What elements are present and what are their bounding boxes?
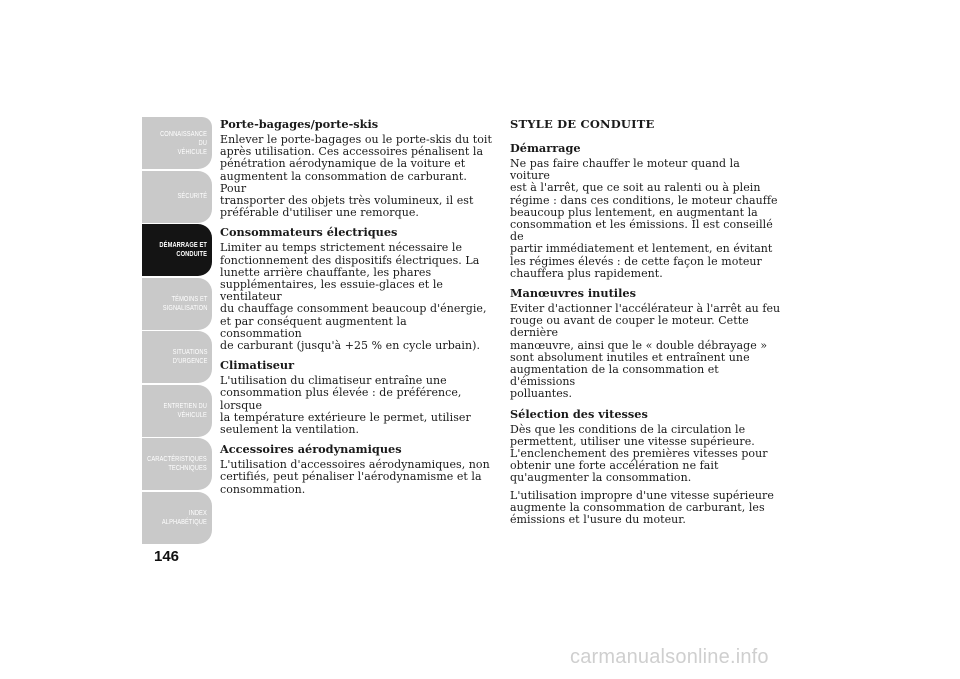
section-heading: Consommateurs électriques (220, 225, 398, 240)
chapter-tab-label: CONNAISSANCE DU VÉHICULE (160, 130, 207, 156)
section-climatiseur (220, 358, 492, 436)
chapter-tab-label: SÉCURITÉ (177, 193, 207, 200)
chapter-tab-temoins[interactable] (142, 278, 212, 330)
section-accessoires (220, 442, 492, 496)
watermark: carmanualsonline.info (570, 646, 769, 668)
chapter-title: STYLE DE CONDUITE (510, 117, 655, 131)
section-heading: Porte-bagages/porte-skis (220, 117, 379, 131)
section-heading: Sélection des vitesses (510, 406, 648, 421)
section-heading: Climatiseur (220, 358, 295, 373)
section-paragraph: Enlever le porte-bagages ou le porte-skis du toit après utilisation. Ces accessoires pénalisent la pénétration aérodynamique de la voiture et augmentent la consommation de carburant. Pour transporter des objets très volumineux, il est préférable d'utiliser une remorque. (220, 133, 492, 220)
chapter-tab-label: DÉMARRAGE ET CONDUITE (159, 242, 207, 258)
section-paragraph: Limiter au temps strictement nécessaire le fonctionnement des dispositifs électriques. La lunette arrière chauffante, les phares supplémentaires, les essuie-glaces et le ventilateur du chauffage consomment beaucoup d'énergie, et par conséquent augmentent la consommation de carburant (jusqu'à +25 % en cycle urbain). (220, 241, 487, 353)
section-consommateurs (220, 225, 492, 352)
right-column (510, 117, 782, 532)
section-heading: Manœuvres inutiles (510, 286, 636, 301)
section-paragraph: Ne pas faire chauffer le moteur quand la voiture est à l'arrêt, que ce soit au ralenti ou à plein régime : dans ces conditions, le moteur chauffe beaucoup plus lentement, en augmentant la consommation et les émissions. Il est conseillé de partir immédiatement et lentement, en évitant les régimes élevés : de cette façon le moteur chauffera plus rapidement. (510, 157, 778, 280)
chapter-tab-label: INDEX ALPHABÉTIQUE (161, 509, 207, 526)
chapter-tab-index[interactable] (142, 492, 212, 544)
chapter-tab-label: CARACTÉRISTIQUES TECHNIQUES (147, 456, 207, 472)
section-manoeuvres (510, 286, 782, 401)
section-paragraph: L'utilisation du climatiseur entraîne une consommation plus élevée : de préférence, lorsque la température extérieure le permet, utiliser seulement la ventilation. (220, 374, 471, 437)
section-porte-bagages (220, 117, 492, 219)
chapter-sidebar (142, 117, 212, 545)
section-paragraph: L'utilisation d'accessoires aérodynamiques, non certifiés, peut pénaliser l'aérodynamisme et la consommation. (220, 458, 490, 496)
section-paragraph: Eviter d'actionner l'accélérateur à l'arrêt au feu rouge ou avant de couper le moteur. Cette dernière manœuvre, ainsi que le « double débrayage » sont absolument inutiles et entraînent une augmentation de la consommation et d'émissions polluantes. (510, 302, 781, 401)
chapter-tab-situations[interactable] (142, 331, 212, 383)
chapter-tab-demarrage[interactable] (142, 224, 212, 276)
chapter-tab-connaissance[interactable] (142, 117, 212, 169)
section-vitesses (510, 407, 782, 527)
section-heading: Démarrage (510, 141, 581, 155)
section-heading: Accessoires aérodynamiques (220, 442, 402, 457)
section-demarrage (510, 141, 782, 280)
chapter-tab-label: ENTRETIEN DU VÉHICULE (163, 402, 207, 419)
left-column (220, 117, 492, 502)
chapter-tab-label: TÉMOINS ET SIGNALISATION (162, 295, 207, 312)
chapter-tab-securite[interactable] (142, 171, 212, 223)
section-paragraph: Dès que les conditions de la circulation le permettent, utiliser une vitesse supérieure. L'enclenchement des premières vitesses pour obtenir une forte accélération ne fait qu'augmenter la consommation. (510, 422, 768, 485)
chapter-tab-entretien[interactable] (142, 385, 212, 437)
page-number: 146 (154, 548, 180, 565)
chapter-tab-caracteristiques[interactable] (142, 438, 212, 490)
section-paragraph: L'utilisation impropre d'une vitesse supérieure augmente la consommation de carburant, les émissions et l'usure du moteur. (510, 488, 774, 527)
chapter-tab-label: SITUATIONS D'URGENCE (172, 349, 207, 365)
